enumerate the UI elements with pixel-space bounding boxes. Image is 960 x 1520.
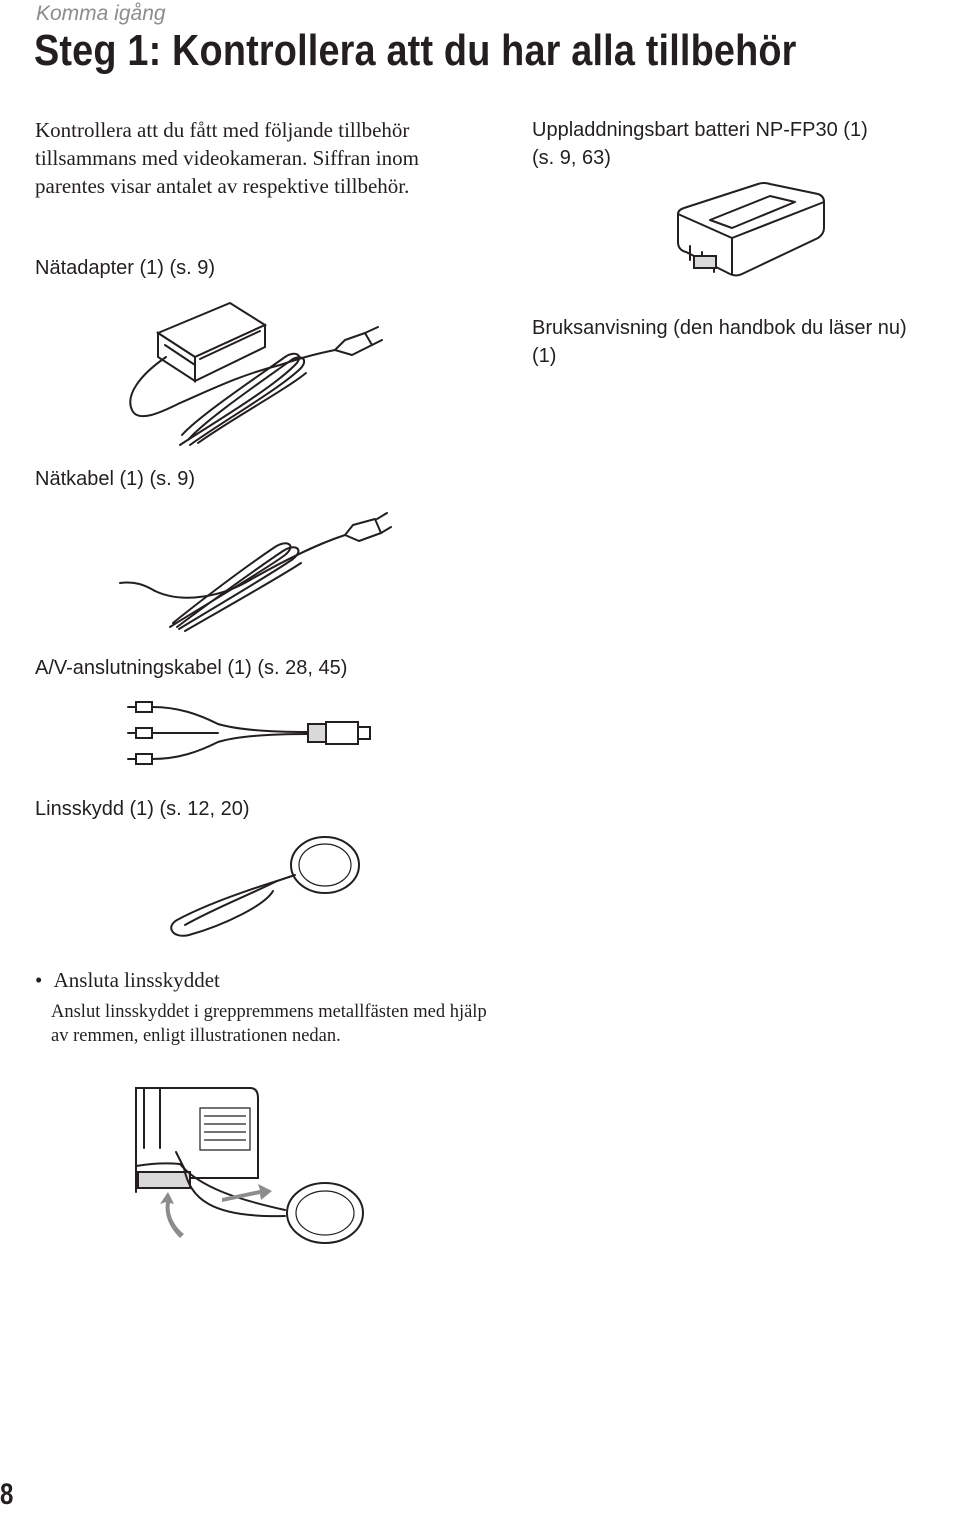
section-heading: Komma igång — [36, 2, 166, 25]
item-label-manual-line1: Bruksanvisning (den handbok du läser nu) — [532, 317, 907, 339]
lens-cap-attach-icon — [130, 1088, 370, 1248]
item-label-ac-adapter: Nätadapter (1) (s. 9) — [35, 257, 216, 279]
bullet-heading — [35, 966, 220, 994]
item-label-av-cable: A/V-anslutningskabel (1) (s. 28, 45) — [35, 657, 348, 679]
item-label-lens-cap: Linsskydd (1) (s. 12, 20) — [35, 798, 250, 820]
item-label-manual — [532, 314, 907, 370]
bullet-body: Anslut linsskyddet i greppremmens metallfästen med hjälp av remmen, enligt illustrationen nedan. — [51, 1002, 487, 1046]
item-label-manual-line2: (1) — [532, 345, 557, 367]
lens-cap-icon — [165, 835, 365, 945]
bullet-heading-text: Ansluta linsskyddet — [53, 968, 220, 992]
page-number: 8 — [0, 1478, 14, 1511]
intro-paragraph: Kontrollera att du fått med följande tillbehör tillsammans med videokameran. Siffran inom parentes visar antalet av respektive tillbehör. — [35, 118, 419, 198]
bullet-marker: • — [35, 968, 43, 992]
item-label-battery — [532, 116, 868, 172]
battery-icon — [670, 182, 830, 292]
av-cable-icon — [128, 692, 378, 772]
page-title: Steg 1: Kontrollera att du har alla tillbehör — [34, 26, 797, 75]
item-label-power-cord: Nätkabel (1) (s. 9) — [35, 468, 196, 490]
item-label-battery-line1: Uppladdningsbart batteri NP-FP30 (1) — [532, 119, 868, 141]
power-cord-icon — [115, 505, 395, 635]
ac-adapter-icon — [120, 295, 390, 455]
item-label-battery-line2: (s. 9, 63) — [532, 147, 611, 169]
